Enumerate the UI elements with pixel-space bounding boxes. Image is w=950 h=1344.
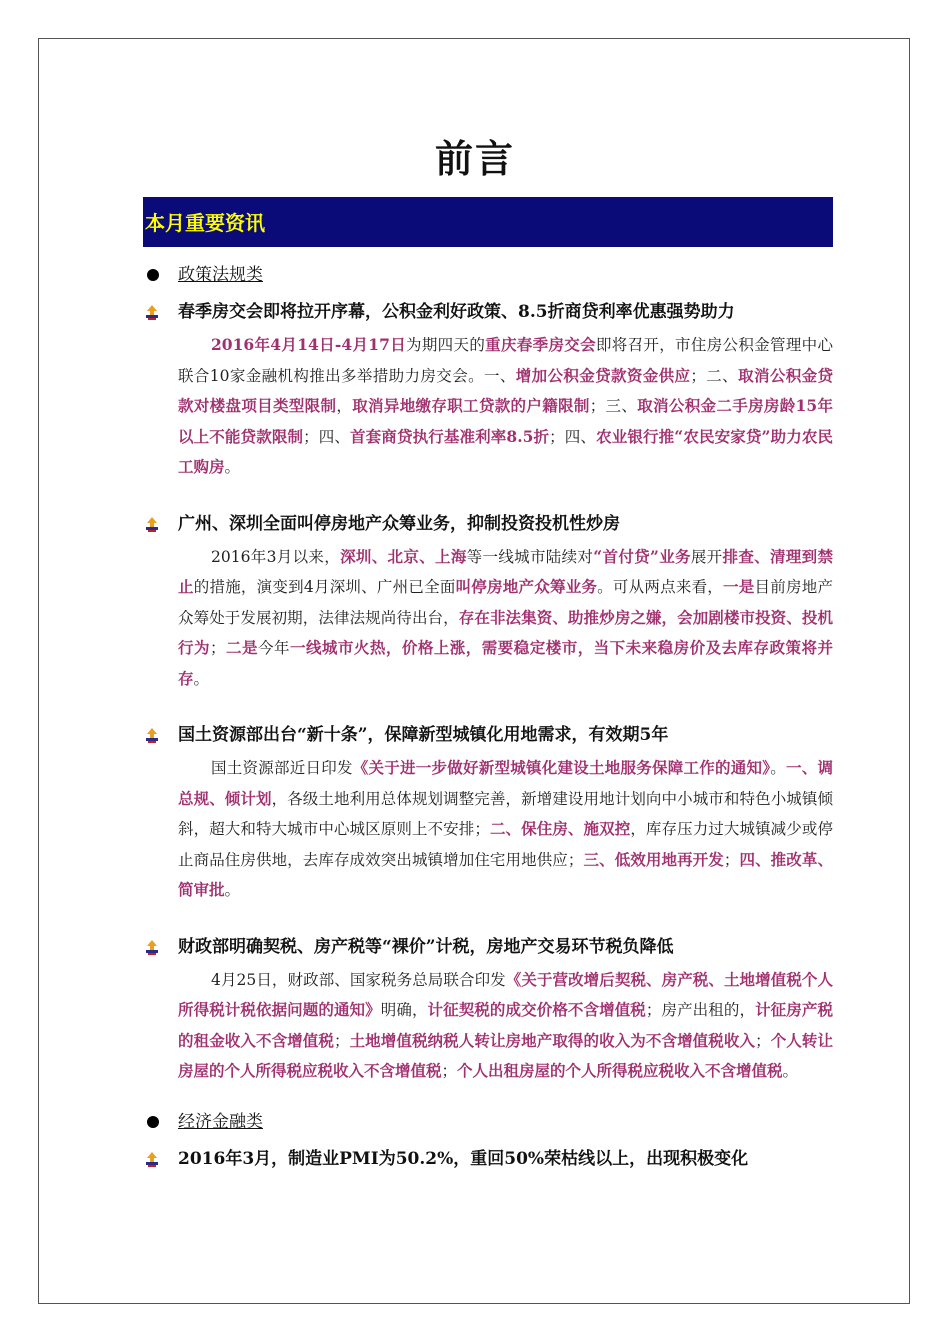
body-text: ；: [209, 639, 226, 657]
body-text: ；: [333, 1031, 350, 1050]
body-text: 为期四天的: [406, 336, 486, 354]
news-item: [143, 506, 835, 695]
highlighted-text: 农业银行推“农民安家贷”助力农民工购房: [178, 426, 833, 476]
highlighted-text: 首套商贷执行基准利率8.5折: [350, 426, 550, 446]
body-text: 。可从两点来看，: [597, 578, 724, 596]
highlighted-text: 排查、清理到禁止: [178, 546, 833, 596]
body-text: 。: [224, 881, 241, 899]
news-headline: [143, 294, 835, 330]
bullet-dot-icon: [147, 269, 159, 281]
highlighted-text: 三、低效用地再开发: [583, 849, 724, 869]
highlighted-text: 一线城市火热，价格上涨，需要稳定楼市，当下未来稳房价及去库存政策将并存: [178, 638, 833, 688]
highlighted-text: “首付贷”业务: [593, 546, 691, 566]
news-item: [143, 717, 835, 906]
body-text: ，: [336, 397, 353, 415]
section-banner-label: 本月重要资讯: [145, 211, 265, 235]
body-text: ；三、: [589, 397, 638, 415]
arrow-bullet-icon: [144, 939, 160, 955]
news-headline-text: 春季房交会即将拉开序幕，公积金利好政策、8.5折商贷利率优惠强势助力: [178, 302, 735, 322]
highlighted-text: 取消异地缴存职工贷款的户籍限制: [352, 396, 590, 415]
body-text: 国土资源部近日印发: [211, 759, 353, 777]
arrow-bullet-icon: [144, 516, 160, 532]
highlighted-text: 二是: [225, 638, 258, 657]
body-text: ；: [441, 1062, 458, 1080]
highlighted-text: 《关于进一步做好新型城镇化建设土地服务保障工作的通知》: [352, 758, 771, 777]
news-item: [143, 294, 835, 483]
category-label: 政策法规类: [178, 265, 263, 285]
body-text: 4月25日，财政部、国家税务总局联合印发: [211, 970, 506, 989]
news-body: [178, 965, 833, 1087]
highlighted-text: 个人出租房屋的个人所得税应税收入不含增值税: [457, 1061, 783, 1080]
news-headline-text: 广州、深圳全面叫停房地产众筹业务，抑制投资投机性炒房: [178, 513, 620, 534]
body-text: 今年: [257, 639, 290, 657]
news-body: [178, 330, 833, 483]
news-body: [178, 753, 833, 906]
news-headline: [143, 717, 835, 753]
highlighted-text: 2016年4月14日-4月17日: [211, 335, 407, 354]
body-text: ；四、: [303, 427, 351, 446]
highlighted-text: 计征房产税的租金收入不含增值税: [178, 1000, 833, 1050]
highlighted-text: 个人转让房屋的个人所得税应税收入不含增值税: [178, 1030, 833, 1080]
body-text: ；: [755, 1031, 771, 1050]
highlighted-text: 一、调总规、倾计划: [178, 758, 833, 808]
body-text: 的措施，演变到4月深圳、广州已全面: [193, 578, 456, 596]
body-text: 。: [224, 458, 241, 476]
news-item: [143, 929, 835, 1087]
highlighted-text: 深圳、北京、上海: [340, 546, 467, 566]
arrow-bullet-icon: [144, 304, 160, 320]
highlighted-text: 四、推改革、简审批: [178, 849, 833, 899]
news-body: [178, 542, 833, 695]
news-headline: [143, 506, 835, 542]
body-text: 2016年3月以来，: [211, 547, 341, 566]
arrow-bullet-icon: [144, 727, 160, 743]
body-text: 。: [770, 759, 786, 777]
news-headline-text: 2016年3月，制造业PMI为50.2%，重回50%荣枯线以上，出现积极变化: [178, 1148, 749, 1169]
highlighted-text: 重庆春季房交会: [485, 335, 596, 354]
body-text: 目前房地产众筹处于发展初期，法律法规尚待出台，: [178, 578, 833, 627]
category-policy: [143, 258, 835, 292]
category-economy: [143, 1105, 835, 1139]
body-text: 。: [782, 1062, 799, 1080]
page-title: 前言: [434, 137, 515, 181]
body-text: 展开: [690, 547, 723, 566]
body-text: 即将召开，市住房公积金管理中心联合10家金融机构推出多举措助力房交会。一、: [178, 336, 833, 385]
highlighted-text: 叫停房地产众筹业务: [455, 577, 598, 596]
body-text: ；: [723, 850, 740, 869]
body-text: 等一线城市陆续对: [466, 547, 594, 566]
news-headline: [143, 1141, 835, 1177]
highlighted-text: 增加公积金贷款资金供应: [515, 365, 691, 385]
category-label: 经济金融类: [178, 1111, 263, 1132]
section-banner: [143, 197, 833, 247]
news-headline-text: 国土资源部出台“新十条”，保障新型城镇化用地需求，有效期5年: [178, 725, 669, 745]
body-text: ，各级土地利用总体规划调整完善，新增建设用地计划向中小城市和特色小城镇倾斜，超大和特大城市中心城区原则上不安排；: [178, 789, 833, 838]
news-headline: [143, 929, 835, 965]
highlighted-text: 计征契税的成交价格不含增值税: [427, 1000, 646, 1019]
bullet-dot-icon: [147, 1116, 159, 1128]
body-text: 明确，: [380, 1001, 428, 1019]
arrow-bullet-icon: [144, 1151, 160, 1167]
highlighted-text: 取消公积金贷款对楼盘项目类型限制: [178, 365, 833, 415]
highlighted-text: 土地增值税纳税人转让房地产取得的收入为不含增值税收入: [349, 1030, 756, 1050]
highlighted-text: 取消公积金二手房房龄15年以上不能贷款限制: [178, 396, 833, 446]
body-text: ；房产出租的，: [645, 1001, 756, 1019]
body-text: ，库存压力过大城镇减少或停止商品住房供地，去库存成效突出城镇增加住宅用地供应；: [178, 820, 833, 869]
body-text: 。: [193, 669, 210, 688]
news-item: [143, 1141, 835, 1177]
body-text: ；二、: [690, 366, 739, 385]
news-headline-text: 财政部明确契税、房产税等“裸价”计税，房地产交易环节税负降低: [178, 936, 674, 957]
highlighted-text: 《关于营改增后契税、房产税、土地增值税个人所得税计税依据问题的通知》: [178, 969, 833, 1019]
body-text: ；四、: [549, 427, 597, 446]
highlighted-text: 存在非法集资、助推炒房之嫌，会加剧楼市投资、投机行为: [178, 607, 833, 657]
highlighted-text: 二、保住房、施双控: [489, 819, 631, 838]
highlighted-text: 一是: [723, 577, 755, 596]
content: [143, 258, 835, 1177]
